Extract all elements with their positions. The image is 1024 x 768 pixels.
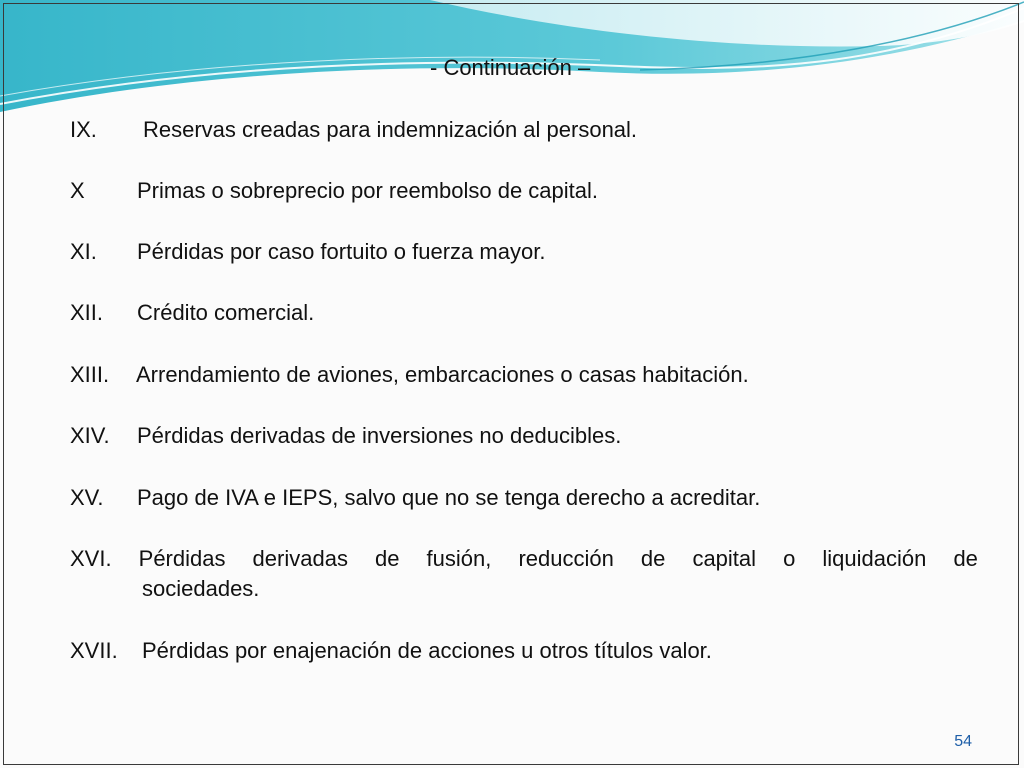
item-word: Pérdidas	[138, 546, 226, 571]
item-text: Pago de IVA e IEPS, salvo que no se tenga derecho a acreditar.	[137, 485, 761, 510]
item-text: Pérdidas derivadas de inversiones no deducibles.	[137, 423, 622, 448]
page-number: 54	[954, 733, 972, 750]
item-text: Pérdidas por enajenación de acciones u otros títulos valor.	[142, 638, 712, 663]
item-text: Crédito comercial.	[137, 300, 315, 325]
item-text-line: sociedades.	[142, 576, 260, 601]
item-number: XIV.	[70, 423, 110, 448]
item-number: XI.	[70, 239, 97, 264]
item-number: XII.	[70, 300, 104, 325]
item-number: XVI.	[70, 546, 112, 571]
item-text-line	[70, 544, 978, 574]
item-text: Primas o sobreprecio por reembolso de capital.	[137, 178, 599, 203]
item-word: de	[640, 546, 666, 571]
item-number: XIII.	[70, 362, 110, 387]
list-item	[70, 544, 978, 604]
item-word: derivadas	[252, 546, 348, 571]
item-text: Pérdidas por caso fortuito o fuerza mayor.	[137, 239, 546, 264]
item-text: Reservas creadas para indemnización al personal.	[143, 117, 638, 142]
item-word: o	[783, 546, 796, 571]
item-word: liquidación	[822, 546, 927, 571]
item-word: reducción	[518, 546, 614, 571]
item-word: capital	[692, 546, 757, 571]
item-number: IX.	[70, 117, 97, 142]
item-word: fusión,	[426, 546, 492, 571]
item-word: de	[953, 546, 978, 571]
item-word: de	[375, 546, 400, 571]
slide-subtitle: - Continuación –	[430, 55, 591, 80]
item-number: XVII.	[70, 638, 118, 663]
item-number: X	[70, 178, 85, 203]
item-text: Arrendamiento de aviones, embarcaciones o casas habitación.	[136, 362, 749, 387]
item-number: XV.	[70, 485, 104, 510]
